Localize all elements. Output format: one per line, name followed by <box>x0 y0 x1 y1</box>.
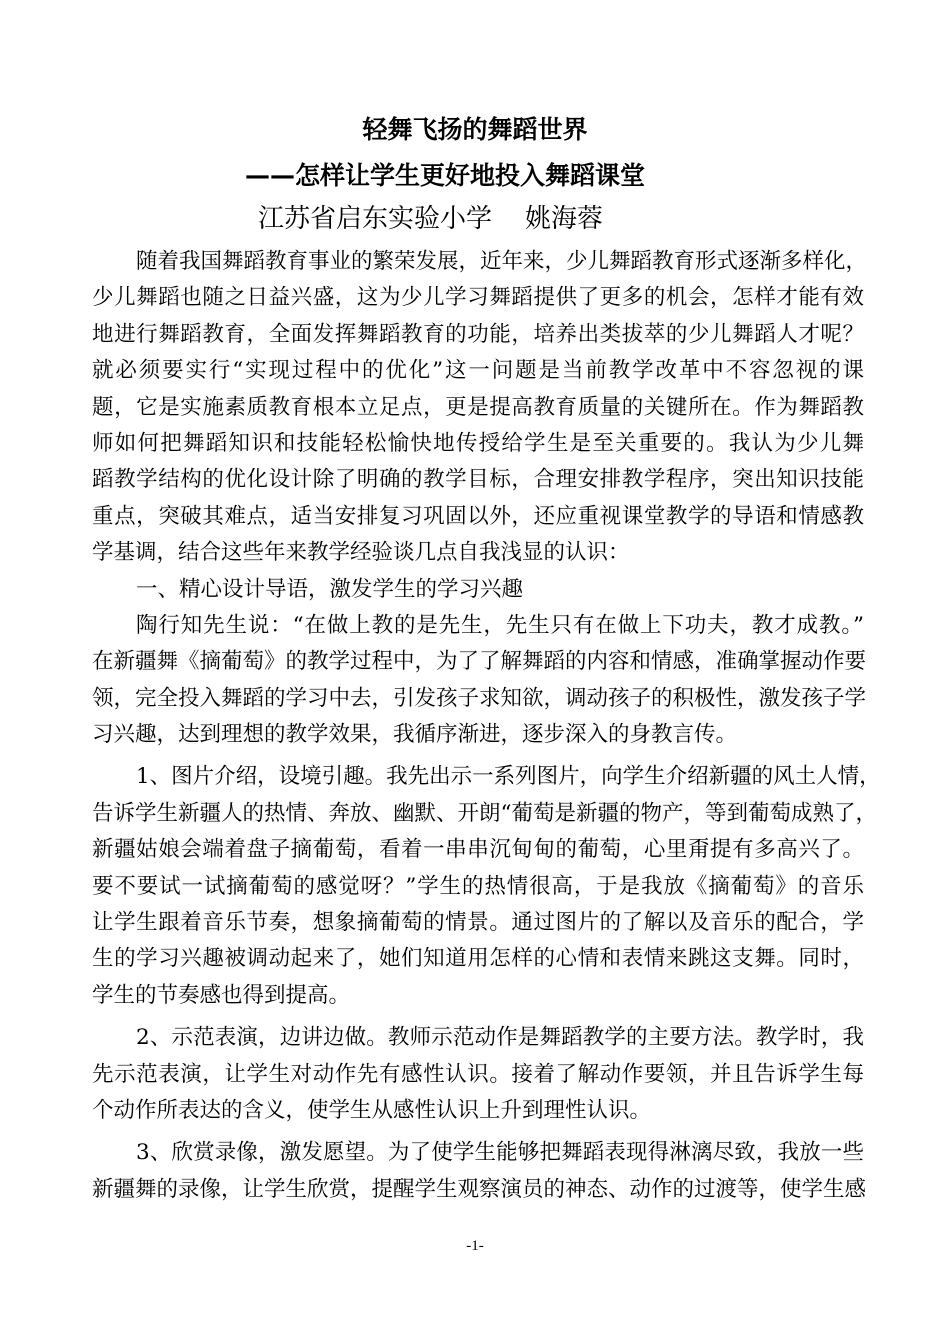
text-line: 随着我国舞蹈教育事业的繁荣发展，近年来，少儿舞蹈教育形式逐渐多样化， <box>136 249 868 274</box>
page-number: -1- <box>466 1238 484 1254</box>
paragraph <box>92 1135 867 1208</box>
text-line: 师如何把舞蹈知识和技能轻松愉快地传授给学生是至关重要的。我认为少儿舞 <box>92 430 864 456</box>
text-line: 1、图片介绍，设境引趣。我先出示一系列图片，向学生介绍新疆的风土人情， <box>136 764 881 790</box>
text-line: 让学生跟着音乐节奏，想象摘葡萄的情景。通过图片的了解以及音乐的配合，学 <box>92 910 864 936</box>
text-line: 陶行知先生说：“在做上教的是先生，先生只有在做上下功夫，教才成教。” <box>136 612 864 638</box>
text-line: 就必须要实行“实现过程中的优化”这一问题是当前教学改革中不容忽视的课 <box>92 358 864 384</box>
text-line: 2、示范表演，边讲边做。教师示范动作是舞蹈教学的主要方法。教学时，我 <box>136 1025 864 1051</box>
text-line: 个动作所表达的含义，使学生从感性认识上升到理性认识。 <box>92 1097 652 1123</box>
paragraph <box>92 608 867 754</box>
paragraph <box>92 572 864 608</box>
text-line: 生的学习兴趣被调动起来了，她们知道用怎样的心情和表情来跳这支舞。同时， <box>92 946 864 972</box>
text-line: 一、精心设计导语，激发学生的学习兴趣 <box>136 576 524 602</box>
text-line: 3、欣赏录像，激发愿望。为了使学生能够把舞蹈表现得淋漓尽致，我放一些 <box>136 1140 864 1166</box>
text-line: 少儿舞蹈也随之日益兴盛，这为少儿学习舞蹈提供了更多的机会，怎样才能有效 <box>92 285 864 311</box>
text-line: 学生的节奏感也得到提高。 <box>92 982 351 1008</box>
document-body <box>92 244 881 1208</box>
document-subtitle: ——怎样让学生更好地投入舞蹈课堂 <box>245 161 646 190</box>
text-line: 要不要试一试摘葡萄的感觉呀？”学生的热情很高，于是我放《摘葡萄》的音乐 <box>92 873 864 899</box>
paragraph <box>92 759 881 1014</box>
text-line: 领，完全投入舞蹈的学习中去，引发孩子求知欲，调动孩子的积极性，激发孩子学 <box>92 685 867 711</box>
paragraph <box>92 1020 864 1129</box>
text-line: 题，它是实施素质教育根本立足点，更是提高教育质量的关键所在。作为舞蹈教 <box>92 394 864 420</box>
text-line: 学基调，结合这些年来教学经验谈几点自我浅显的认识： <box>92 540 630 566</box>
document-author: 江苏省启东实验小学 姚海蓉 <box>258 204 604 234</box>
text-line: 在新疆舞《摘葡萄》的教学过程中，为了了解舞蹈的内容和情感，准确掌握动作要 <box>92 649 867 675</box>
text-line: 告诉学生新疆人的热情、奔放、幽默、开朗“葡萄是新疆的物产，等到葡萄成熟了， <box>92 800 877 826</box>
text-line: 新疆姑娘会端着盘子摘葡萄，看着一串串沉甸甸的葡萄，心里甭提有多高兴了。 <box>92 837 864 863</box>
text-line: 习兴趣，达到理想的教学效果，我循序渐进，逐步深入的身教言传。 <box>92 722 738 748</box>
text-line: 地进行舞蹈教育，全面发挥舞蹈教育的功能，培养出类拔萃的少儿舞蹈人才呢？ <box>92 321 864 347</box>
paragraph <box>92 244 868 572</box>
document-title: 轻舞飞扬的舞蹈世界 <box>362 115 588 144</box>
text-line: 重点，突破其难点，适当安排复习巩固以外，还应重视课堂教学的导语和情感教 <box>92 503 864 529</box>
text-line: 先示范表演，让学生对动作先有感性认识。接着了解动作要领，并且告诉学生每 <box>92 1061 864 1087</box>
text-line: 蹈教学结构的优化设计除了明确的教学目标，合理安排教学程序，突出知识技能 <box>92 467 864 493</box>
text-line: 新疆舞的录像，让学生欣赏，提醒学生观察演员的神态、动作的过渡等，使学生感 <box>92 1176 867 1202</box>
